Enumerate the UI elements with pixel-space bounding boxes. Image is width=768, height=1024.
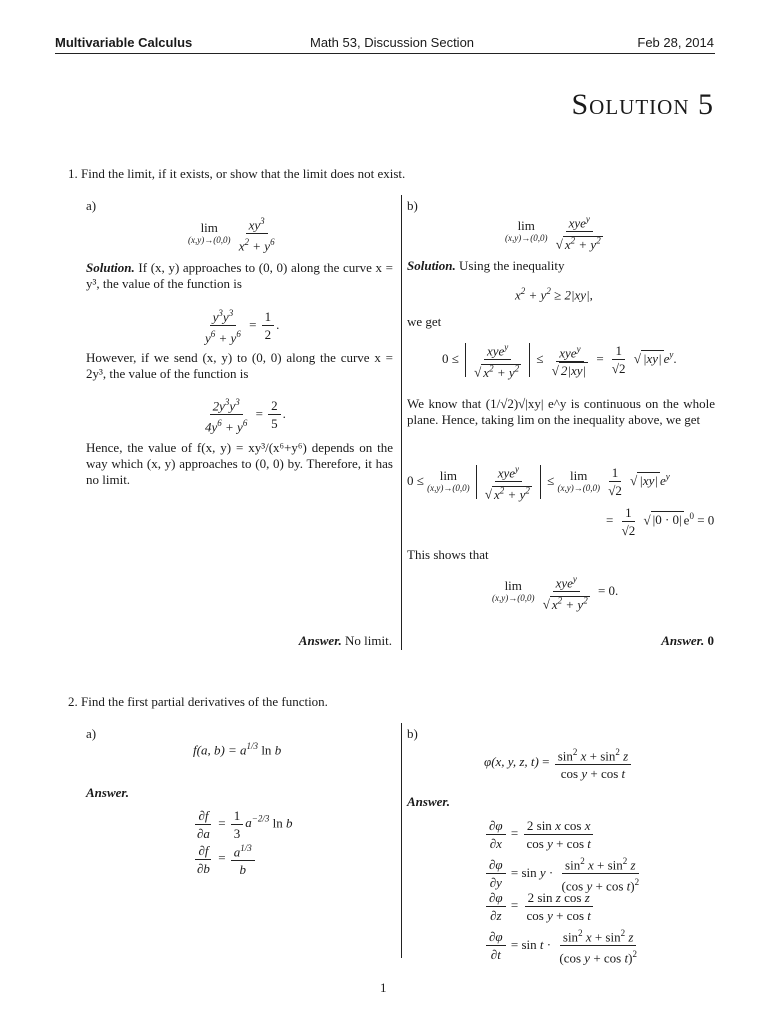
problem2b-partial-t: $\frac{\partial\varphi}{\partial t}$ = sin t · $\frac{\sin^2 x + \sin^2 z}{(\cos y + \cos t)^2}$: [484, 926, 642, 966]
problem1b-squeeze-result: = $\frac{1}{√2}$ √ |0 · 0| $e^0 = 0$: [606, 505, 715, 538]
problem1b-solution-para3: We know that (1/√2)√|xy| e^y is continuous on the whole plane. Hence, taking lim on the inequality above, we get: [407, 396, 715, 427]
problem2b-partial-y: $\frac{\partial\varphi}{\partial y}$ = sin y · $\frac{\sin^2 x + \sin^2 z}{(\cos y + \cos t)^2}$: [484, 854, 644, 894]
problem1b-solution-para1: Solution. Using the inequality: [407, 258, 565, 273]
column-divider-1: [401, 195, 402, 650]
problem1a-label: a): [86, 198, 97, 213]
problem2a-label: a): [86, 726, 97, 741]
page-title: Solution 5: [571, 88, 714, 121]
header-rule: [55, 53, 715, 54]
problem1a-eq-curve2: $\frac{2y^3y^3}{4y^6 + y^6}$ = $\frac{2}{5}$ .: [205, 397, 286, 435]
problem1a-eq-curve1: $\frac{y^3y^3}{y^6 + y^6}$ = $\frac{1}{2}$ .: [205, 308, 280, 346]
problem2a-answer-label: Answer.: [86, 785, 129, 800]
problem1b-we-get: we get: [407, 314, 442, 329]
problem1a-solution-para1: Solution. If (x, y) approaches to (0, 0) along the curve x = y³, the value of the function is: [86, 260, 393, 291]
problem2b-partial-x: $\frac{\partial\varphi}{\partial x}$ = $\frac{\text{2 sin x cos x}}{\text{cos y + cos t}}$: [484, 818, 596, 851]
problem1b-label: b): [407, 198, 418, 213]
column-divider-2: [401, 723, 402, 958]
problem1b-inequality: $x^2 + y^2 \ge 2|xy|$,: [515, 286, 593, 303]
problem1a-solution-para2: However, if we send (x, y) to (0, 0) along the curve x = 2y³, the value of the function is: [86, 350, 393, 381]
problem1b-final-limit: lim (x,y)→(0,0) $\frac{xye^y}{√ x^2 + y^2}$ = 0.: [492, 574, 619, 612]
problem2b-answer-label: Answer.: [407, 794, 450, 809]
problem2-statement: 2. Find the first partial derivatives of the function.: [68, 694, 328, 709]
problem1-statement: 1. Find the limit, if it exists, or show that the limit does not exist.: [68, 166, 406, 181]
problem1a-answer: Answer. No limit.: [298, 633, 392, 648]
problem2b-partial-z: $\frac{\partial\varphi}{\partial z}$ = $\frac{\text{2 sin z cos z}}{\text{cos y + cos t}}$: [484, 890, 596, 923]
problem1b-bound-equation: 0 ≤ $\frac{xye^y}{√ x^2 + y^2}$ ≤ $\frac{xye^y}{√ 2|xy|}$ = $\frac{1}{√2}$ √ |xy| $e^y$.: [442, 342, 677, 380]
page-number: 1: [380, 980, 387, 995]
header-section: Math 53, Discussion Section: [310, 35, 475, 50]
problem2a-function: f(a, $b) = a^{1/3}$ ln b: [193, 741, 282, 758]
problem2a-partial-b: $\frac{\partial f}{\partial b}$ = $\frac{a^{1/3}}{b}$: [192, 841, 257, 877]
problem1a-solution-para3: Hence, the value of f(x, y) = xy³/(x⁶+y⁶) depends on the way which (x, y) approaches to (0, 0) by. Therefore, it has no limit.: [86, 440, 393, 487]
problem1a-limit-expression: lim (x,y)→(0,0) $\frac{xy^3}{x^2 + y^6}$: [188, 216, 275, 254]
problem1b-solution-para4: This shows that: [407, 547, 489, 562]
header-course: Multivariable Calculus: [55, 35, 193, 50]
problem1b-limit-expression: lim (x,y)→(0,0) $\frac{xye^y}{√ x^2 + y^2}$: [505, 214, 601, 252]
problem2a-partial-a: $\frac{\partial f}{\partial a}$ = $\frac{1}{3}$ $a^{-2/3}$ ln b: [197, 808, 293, 841]
header-date: Feb 28, 2014: [637, 35, 714, 50]
problem1b-squeeze-equation: 0 ≤ lim (x,y)→(0,0) $\frac{xye^y}{√ x^2 + y^2}$ ≤ lim (x,y)→(0,0) $\frac{1}{√2}$ √ |xy| $e^y$: [407, 464, 670, 502]
problem2b-label: b): [407, 726, 418, 741]
problem2b-function: φ(x, y, z, t) = $\frac{\sin^2 x + \sin^2 z}{\text{cos y + cos t}}$: [484, 745, 633, 781]
problem1b-answer: Answer. 0: [661, 633, 714, 648]
